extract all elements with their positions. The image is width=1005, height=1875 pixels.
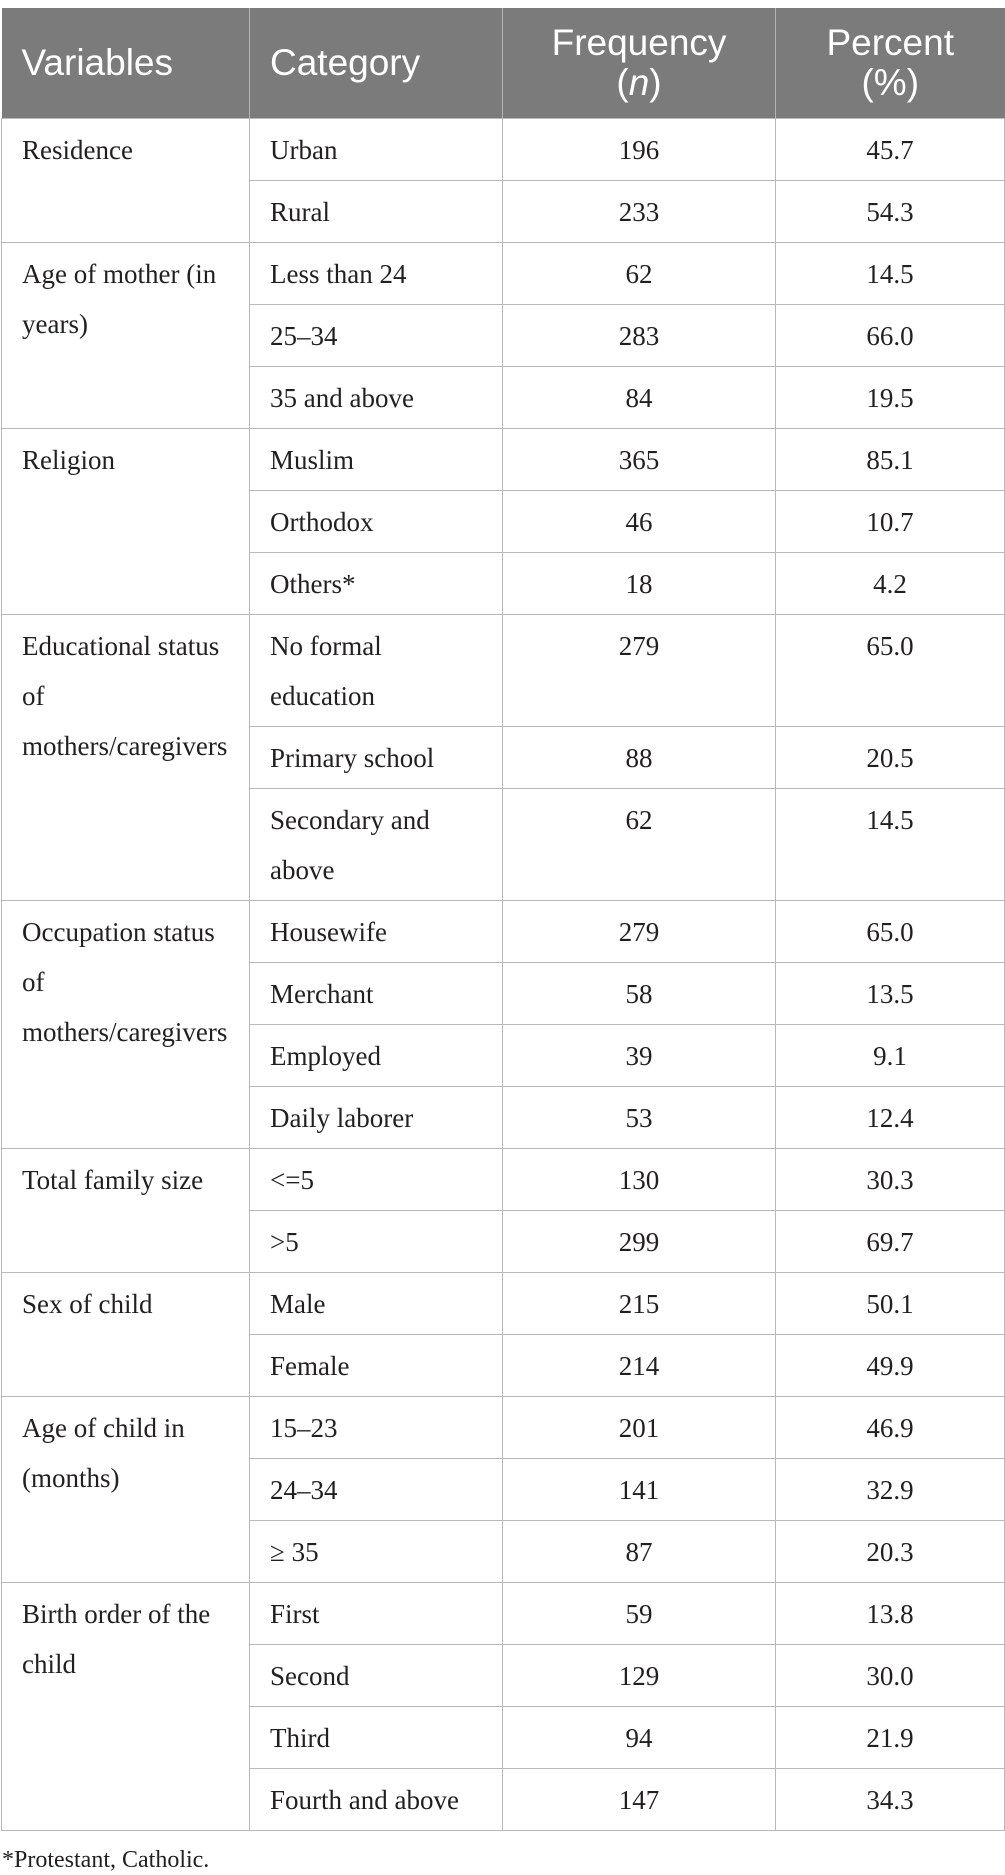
table-footnote: *Protestant, Catholic. [2, 1846, 210, 1873]
frequency-cell: 62 [503, 242, 776, 304]
category-cell: Daily laborer [250, 1086, 503, 1148]
frequency-cell: 214 [503, 1334, 776, 1396]
table-row [2, 242, 1005, 304]
frequency-cell: 39 [503, 1024, 776, 1086]
frequency-cell: 87 [503, 1520, 776, 1582]
category-cell: Third [250, 1706, 503, 1768]
percent-cell: 45.7 [776, 118, 1005, 180]
percent-cell: 13.8 [776, 1582, 1005, 1644]
category-cell: Muslim [250, 428, 503, 490]
percent-cell: 19.5 [776, 366, 1005, 428]
frequency-cell: 141 [503, 1458, 776, 1520]
header-frequency-line1: Frequency [551, 21, 727, 63]
variable-cell: Educational status of mothers/caregivers [2, 614, 250, 900]
category-cell: Less than 24 [250, 242, 503, 304]
category-cell: Second [250, 1644, 503, 1706]
category-cell: Housewife [250, 900, 503, 962]
table-header [2, 8, 1005, 118]
frequency-cell: 18 [503, 552, 776, 614]
frequency-cell: 365 [503, 428, 776, 490]
header-row [2, 8, 1005, 118]
category-cell: ≥ 35 [250, 1520, 503, 1582]
variable-cell: Age of mother (in years) [2, 242, 250, 428]
header-variables: Variables [2, 8, 250, 118]
frequency-cell: 94 [503, 1706, 776, 1768]
variable-cell: Residence [2, 118, 250, 242]
frequency-cell: 196 [503, 118, 776, 180]
frequency-cell: 299 [503, 1210, 776, 1272]
variable-cell: Age of child in (months) [2, 1396, 250, 1582]
percent-cell: 4.2 [776, 552, 1005, 614]
category-cell: <=5 [250, 1148, 503, 1210]
percent-cell: 14.5 [776, 242, 1005, 304]
frequency-cell: 201 [503, 1396, 776, 1458]
header-percent-line2: (%) [861, 61, 920, 103]
frequency-cell: 46 [503, 490, 776, 552]
percent-cell: 13.5 [776, 962, 1005, 1024]
frequency-cell: 283 [503, 304, 776, 366]
category-cell: Secondary and above [250, 788, 503, 900]
percent-cell: 34.3 [776, 1768, 1005, 1830]
percent-cell: 65.0 [776, 900, 1005, 962]
category-cell: 15–23 [250, 1396, 503, 1458]
percent-cell: 12.4 [776, 1086, 1005, 1148]
variable-cell: Occupation status of mothers/caregivers [2, 900, 250, 1148]
category-cell: 25–34 [250, 304, 503, 366]
percent-cell: 9.1 [776, 1024, 1005, 1086]
category-cell: 35 and above [250, 366, 503, 428]
percent-cell: 54.3 [776, 180, 1005, 242]
table-row [2, 118, 1005, 180]
frequency-cell: 130 [503, 1148, 776, 1210]
percent-cell: 50.1 [776, 1272, 1005, 1334]
percent-cell: 14.5 [776, 788, 1005, 900]
percent-cell: 49.9 [776, 1334, 1005, 1396]
table-row [2, 1396, 1005, 1458]
frequency-cell: 129 [503, 1644, 776, 1706]
header-percent [776, 8, 1005, 118]
category-cell: Employed [250, 1024, 503, 1086]
percent-cell: 85.1 [776, 428, 1005, 490]
category-cell: >5 [250, 1210, 503, 1272]
category-cell: Merchant [250, 962, 503, 1024]
percent-cell: 65.0 [776, 614, 1005, 726]
category-cell: Primary school [250, 726, 503, 788]
table-row [2, 900, 1005, 962]
percent-cell: 66.0 [776, 304, 1005, 366]
percent-cell: 30.0 [776, 1644, 1005, 1706]
category-cell: 24–34 [250, 1458, 503, 1520]
header-percent-line1: Percent [826, 21, 954, 63]
percent-cell: 46.9 [776, 1396, 1005, 1458]
category-cell: Rural [250, 180, 503, 242]
frequency-cell: 215 [503, 1272, 776, 1334]
percent-cell: 10.7 [776, 490, 1005, 552]
category-cell: Male [250, 1272, 503, 1334]
category-cell: Fourth and above [250, 1768, 503, 1830]
variable-cell: Religion [2, 428, 250, 614]
category-cell: Urban [250, 118, 503, 180]
frequency-cell: 233 [503, 180, 776, 242]
category-cell: Orthodox [250, 490, 503, 552]
percent-cell: 30.3 [776, 1148, 1005, 1210]
percent-cell: 21.9 [776, 1706, 1005, 1768]
frequency-cell: 279 [503, 614, 776, 726]
demographics-table [1, 8, 1005, 1831]
table-row [2, 1272, 1005, 1334]
category-cell: Others* [250, 552, 503, 614]
frequency-cell: 58 [503, 962, 776, 1024]
table-row [2, 428, 1005, 490]
table-row [2, 1582, 1005, 1644]
percent-cell: 69.7 [776, 1210, 1005, 1272]
variable-cell: Total family size [2, 1148, 250, 1272]
frequency-cell: 59 [503, 1582, 776, 1644]
category-cell: Female [250, 1334, 503, 1396]
frequency-cell: 53 [503, 1086, 776, 1148]
category-cell: No formal education [250, 614, 503, 726]
percent-cell: 20.3 [776, 1520, 1005, 1582]
frequency-cell: 279 [503, 900, 776, 962]
header-category: Category [250, 8, 503, 118]
category-cell: First [250, 1582, 503, 1644]
header-frequency-line2: (n) [616, 61, 662, 103]
frequency-cell: 147 [503, 1768, 776, 1830]
table-row [2, 1148, 1005, 1210]
frequency-cell: 88 [503, 726, 776, 788]
frequency-cell: 62 [503, 788, 776, 900]
table-row [2, 614, 1005, 726]
frequency-cell: 84 [503, 366, 776, 428]
header-frequency [503, 8, 776, 118]
percent-cell: 20.5 [776, 726, 1005, 788]
variable-cell: Sex of child [2, 1272, 250, 1396]
variable-cell: Birth order of the child [2, 1582, 250, 1830]
percent-cell: 32.9 [776, 1458, 1005, 1520]
table-body [2, 118, 1005, 1830]
